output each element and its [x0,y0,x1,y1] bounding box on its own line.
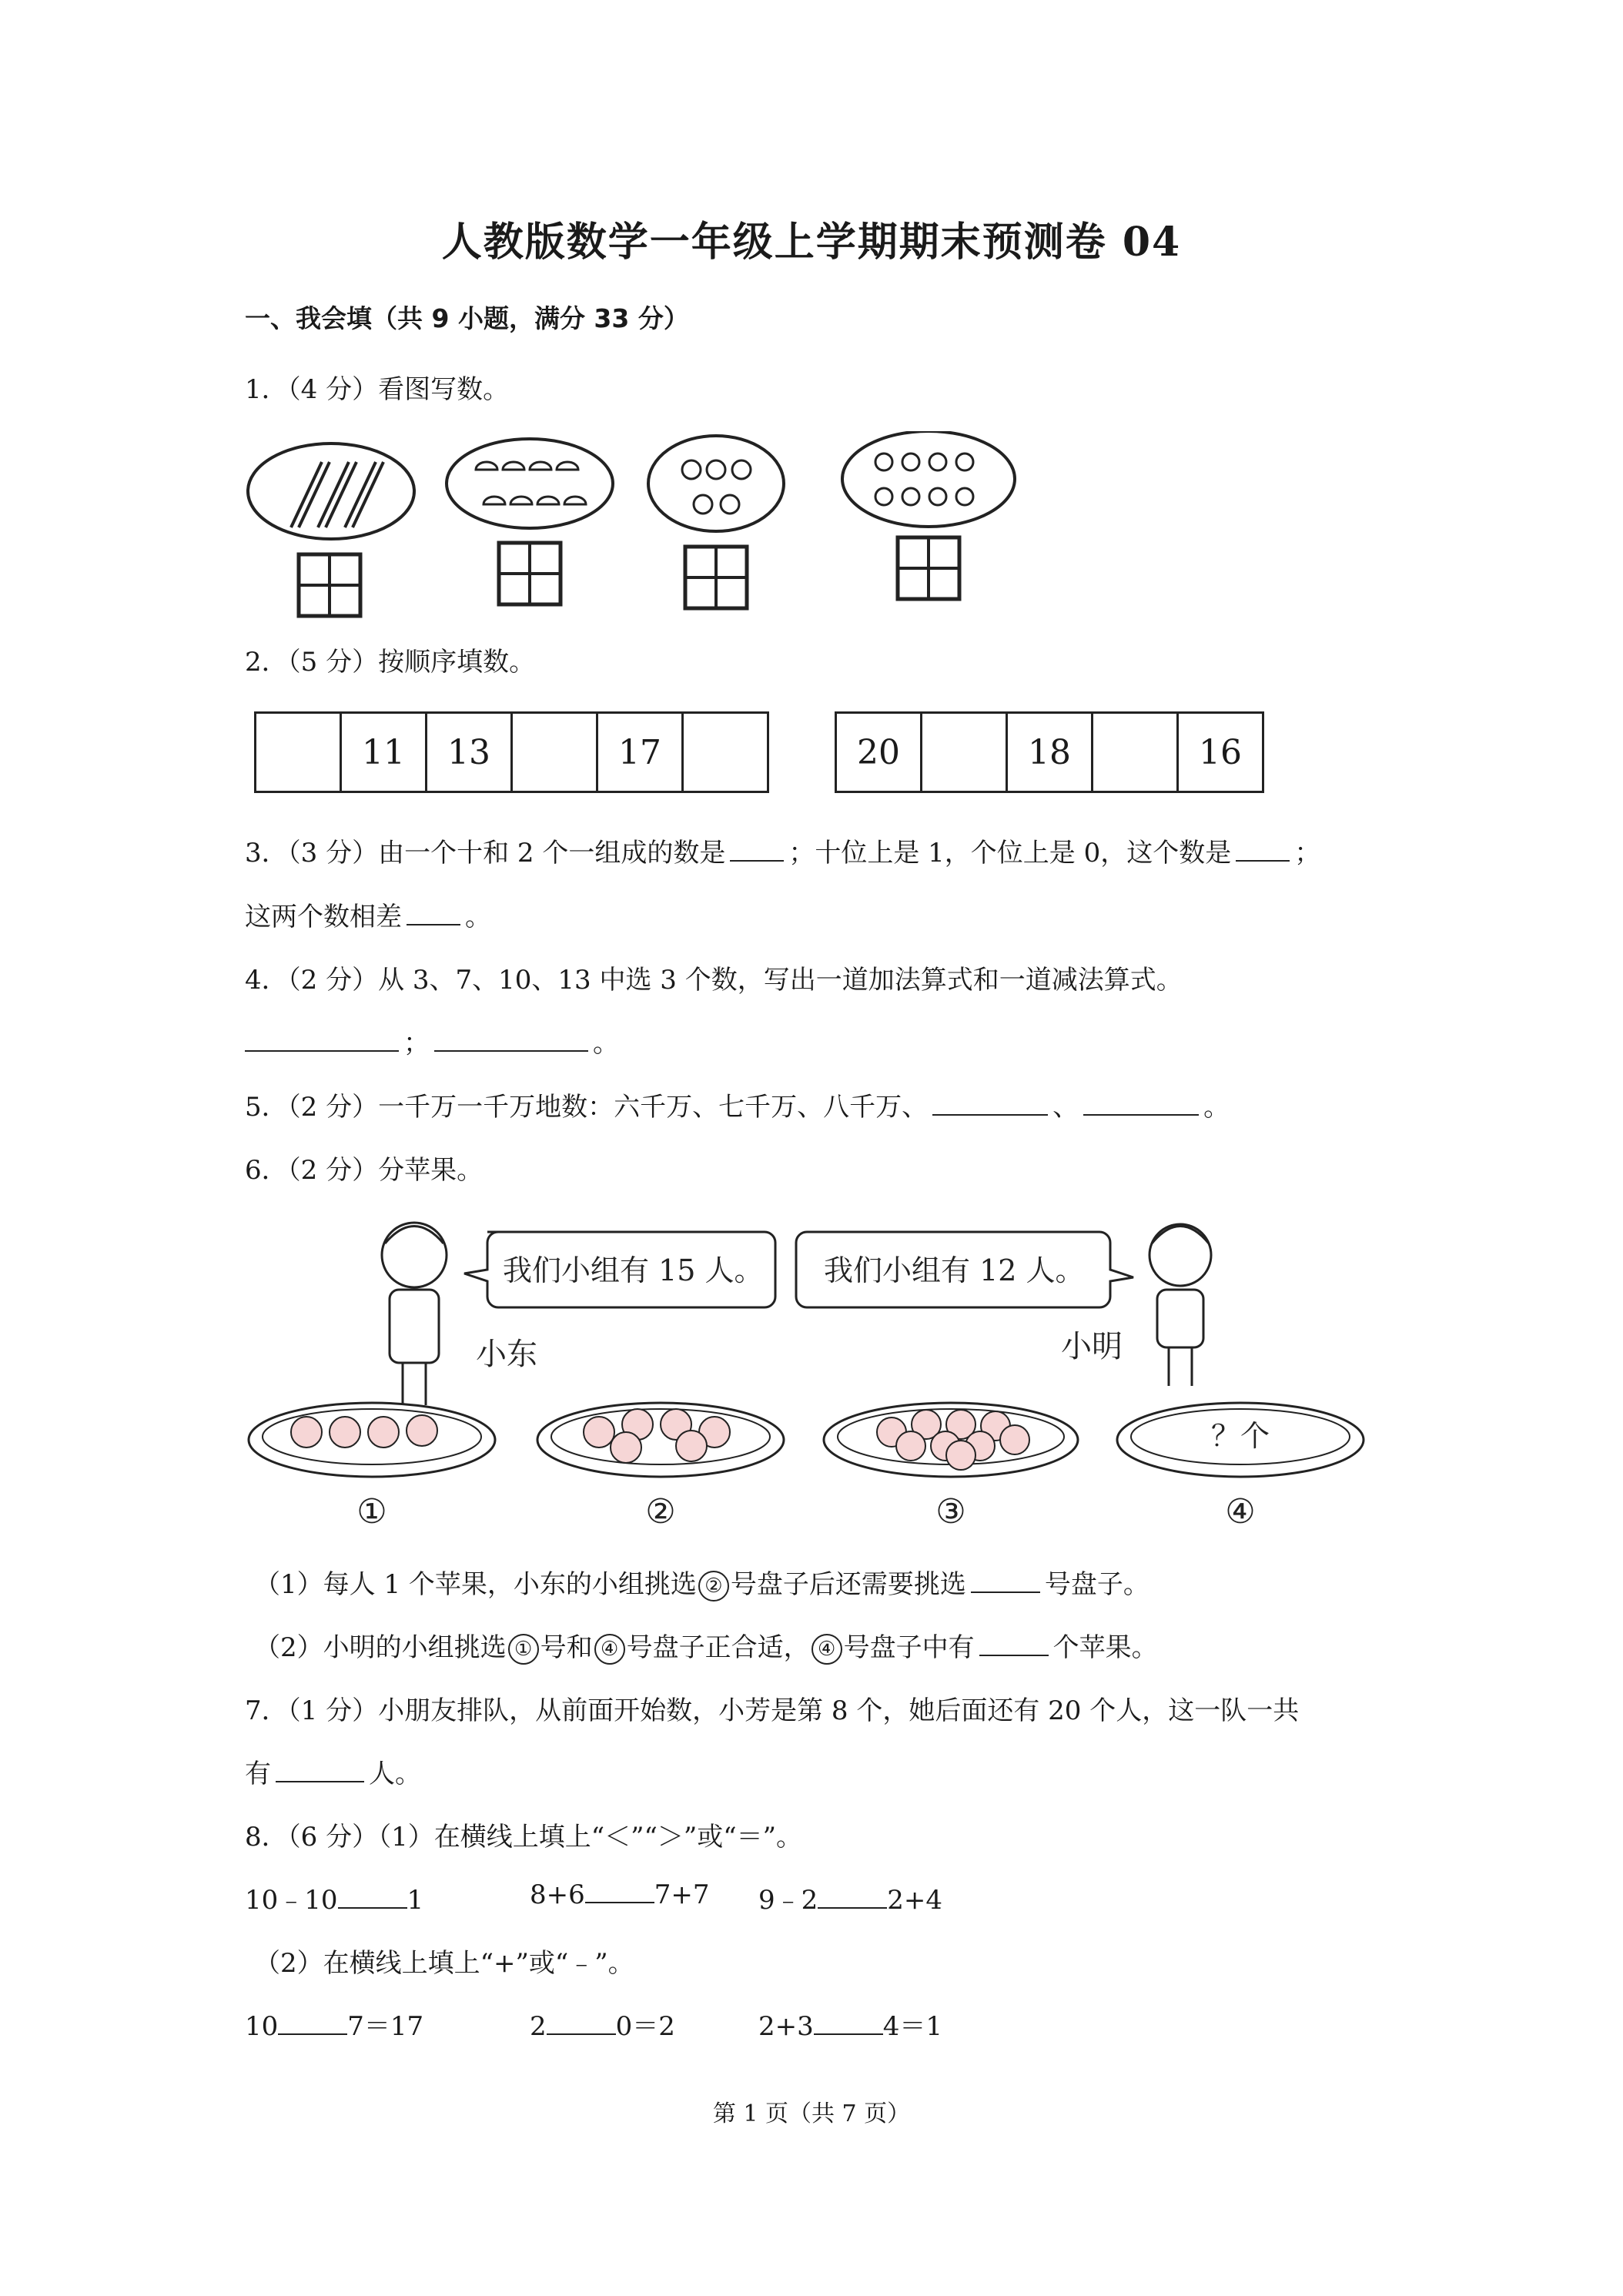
q5-text: 5．（2 分）一千万一千万地数：六千万、七千万、八千万、 [245,1092,929,1123]
rabbits-ellipse [648,436,784,531]
expr-right: 4＝1 [882,2011,943,2042]
expr-left: 10﹣10 [245,1885,338,1916]
mushrooms-ellipse [447,439,613,528]
plate-3 [824,1403,1078,1477]
number-cell[interactable] [1091,714,1176,791]
pen-icon [291,462,383,527]
answer-blank[interactable] [276,1758,364,1782]
question-5 [245,1086,1230,1123]
q3-text-d: 这两个数相差 [245,902,402,932]
q4-end: 。 [593,1028,619,1059]
number-cell: 16 [1176,714,1262,791]
q8-compare-2 [530,1879,710,1910]
circled-4: ④ [812,1634,842,1665]
q4-separator: ； [403,1028,430,1059]
q3-text-c: ； [1294,838,1321,869]
answer-grid-1[interactable] [299,554,360,616]
answer-blank[interactable] [245,1027,399,1052]
question-7-line-1: 7．（1 分）小朋友排队，从前面开始数，小芳是第 8 个，她后面还有 20 个人，这一队一共 [245,1695,1300,1726]
q3-text-b: ；十位上是 1，个位上是 0，这个数是 [788,838,1232,869]
q6-sub2-c: 号和 [540,1632,593,1663]
bubble-right-text: 我们小组有 12 人。 [824,1253,1085,1287]
boy-xiaoming-illustration [1149,1224,1211,1386]
expr-left: 10 [245,2011,279,2042]
q6-sub1-c: 号盘子后还需要挑选 [730,1569,966,1600]
circled-1: ① [508,1634,539,1665]
pens-ellipse [248,443,414,539]
speech-bubble-left [464,1232,775,1307]
q7-text-b: 人。 [369,1759,421,1789]
expr-right: 7＝17 [347,2011,424,2042]
expr-right: 2+4 [887,1885,943,1916]
q7-text-a: 有 [245,1759,271,1789]
mushroom-icon [476,462,586,504]
apple-icon [584,1409,730,1463]
answer-blank[interactable] [278,2010,347,2035]
q6-sub2-h: 个苹果。 [1052,1632,1158,1663]
ducks-ellipse [842,431,1015,527]
q6-sub2-g: 号盘子中有 [843,1632,975,1663]
rabbit-icon [682,460,751,514]
answer-blank[interactable] [1236,837,1290,862]
answer-blank[interactable] [814,2010,883,2035]
question-4-text: 4．（2 分）从 3、7、10、13 中选 3 个数，写出一道加法算式和一道减法算式。 [245,965,1183,996]
expr-right: 0＝2 [615,2011,675,2042]
q5-separator: 、 [1052,1092,1079,1123]
q6-sub1-a: （1）每人 1 个苹果，小东的小组挑选 [254,1569,697,1600]
answer-blank[interactable] [338,1884,407,1909]
answer-grid-4[interactable] [898,537,959,599]
q6-sub-2 [254,1626,1158,1665]
circled-2: ② [698,1571,729,1602]
q3-text-a: 3．（3 分）由一个十和 2 个一组成的数是 [245,838,726,869]
q8-op-3 [758,2005,942,2043]
duck-icon [875,454,973,505]
q5-end: 。 [1203,1092,1230,1123]
expr-left: 2 [530,2011,547,2042]
question-6-text: 6．（2 分）分苹果。 [245,1155,484,1186]
number-cell[interactable] [920,714,1006,791]
page-footer: 第 1 页（共 7 页） [712,2100,911,2127]
plate-label-2: ② [645,1492,676,1531]
section-heading: 一、我会填（共 9 小题，满分 33 分） [245,303,689,333]
answer-blank[interactable] [1083,1091,1199,1116]
answer-blank[interactable] [434,1027,588,1052]
q8-compare-3 [758,1879,942,1916]
q6-figure [245,1201,1377,1540]
plate-2 [537,1403,784,1477]
expr-right: 1 [407,1885,424,1916]
boy-xiaodong-illustration [382,1223,447,1405]
q8-op-1 [245,2005,423,2043]
number-cell[interactable] [681,714,767,791]
number-cell: 11 [340,714,425,791]
number-cell[interactable] [256,714,340,791]
expr-left: 8+6 [530,1879,585,1910]
apple-icon [291,1415,437,1448]
q6-sub2-e: 号盘子正合适， [626,1632,810,1663]
q1-figure [245,431,1169,624]
plate-label-3: ③ [935,1492,966,1531]
plate-4-question: ？个 [1210,1419,1270,1453]
question-3-line-1 [245,832,1320,869]
answer-blank[interactable] [407,901,460,925]
answer-blank[interactable] [730,837,784,862]
q6-sub1-d: 号盘子。 [1044,1569,1149,1600]
number-cell: 13 [425,714,510,791]
answer-blank[interactable] [547,2010,616,2035]
question-1-text: 1．（4 分）看图写数。 [245,374,510,405]
bubble-left-text: 我们小组有 15 人。 [503,1253,764,1287]
question-7-line-2 [245,1752,421,1790]
answer-blank[interactable] [979,1632,1049,1656]
q8-sub-2-text: （2）在横线上填上“+”或“﹣”。 [254,1948,634,1979]
question-3-line-2 [245,895,491,933]
answer-grid-2[interactable] [499,543,561,604]
page-title: 人教版数学一年级上学期期末预测卷 04 [441,219,1182,266]
answer-blank[interactable] [932,1091,1048,1116]
answer-blank[interactable] [971,1568,1040,1593]
number-cell: 20 [857,732,900,772]
name-xiaoming: 小明 [1061,1329,1123,1364]
q8-op-2 [530,2005,675,2043]
name-xiaodong: 小东 [476,1337,537,1372]
expr-left: 9﹣2 [758,1885,818,1916]
question-8-text: 8．（6 分）（1）在横线上填上“＜”“＞”或“＝”。 [245,1822,802,1853]
answer-grid-3[interactable] [685,547,747,608]
q3-text-e: 。 [465,902,491,932]
q8-compare-1 [245,1879,423,1916]
plate-1 [249,1403,495,1477]
answer-blank[interactable] [585,1879,654,1903]
speech-bubble-right [796,1232,1133,1307]
q6-sub2-a: （2）小明的小组挑选 [254,1632,507,1663]
number-cell: 17 [596,714,681,791]
question-4-answer [245,1022,619,1059]
number-cell: 18 [1006,714,1091,791]
plate-label-4: ④ [1225,1492,1256,1531]
number-cell[interactable] [510,714,596,791]
number-row-1 [254,711,769,793]
number-row-2 [835,711,1264,793]
expr-left: 2+3 [758,2011,814,2042]
answer-blank[interactable] [818,1884,887,1909]
expr-right: 7+7 [654,1879,710,1910]
circled-4: ④ [594,1634,625,1665]
plate-label-1: ① [356,1492,387,1531]
question-2-text: 2．（5 分）按顺序填数。 [245,647,536,678]
plate-4 [1117,1403,1364,1477]
q6-sub-1 [254,1563,1149,1602]
